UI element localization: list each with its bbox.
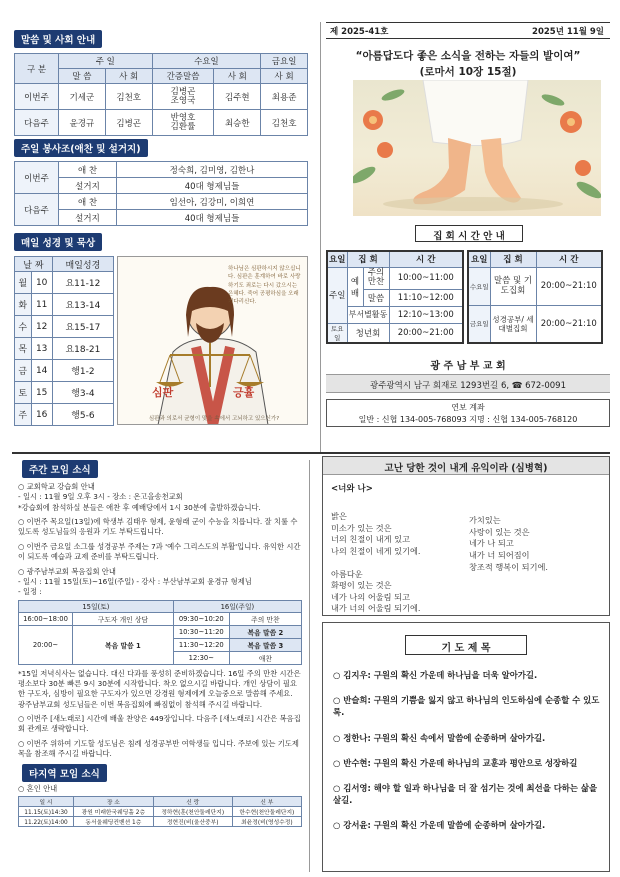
roles-h-wed: 수요일 xyxy=(152,54,261,69)
scale-left-label: 심판 xyxy=(152,386,174,399)
roles-cell: 기세군 xyxy=(59,84,106,110)
poem-line xyxy=(331,558,421,569)
weekly-item: *강습회에 참석하실 분들은 애찬 후 예배당에서 1시 30분에 출발하겠습니다. xyxy=(18,502,261,512)
bible-read: 요18-21 xyxy=(52,338,113,360)
bible-num: 14 xyxy=(31,360,52,382)
service-section xyxy=(14,139,308,226)
sched-cell: 복음 말씀 3 xyxy=(229,638,301,651)
poem-box xyxy=(322,456,610,616)
poem-line: 너의 친절이 내게 있고 xyxy=(331,534,410,545)
sched-cell: 복음 말씀 2 xyxy=(229,625,301,638)
roles-cell: 반영호 김환률 xyxy=(152,110,214,136)
meet-fri: 금요일 xyxy=(468,305,490,343)
roles-h-fri: 금요일 xyxy=(261,54,308,69)
roles-title: 말씀 및 사회 안내 xyxy=(14,30,102,48)
sched-cell: 10:30~11:20 xyxy=(173,625,229,638)
weekly-item: - 일시 : 11월 9일 오후 3시 - 장소 : 온고을송천교회 xyxy=(18,492,183,502)
account-title: 연보 계좌 xyxy=(451,403,485,412)
poem-line: 밝은 xyxy=(331,511,347,521)
roles-cell: 최승한 xyxy=(214,110,261,136)
service-key: 설거지 xyxy=(59,210,117,226)
verse-ref: (로마서 10장 15절) xyxy=(419,66,517,78)
illus-text: 하나님은 심판하시지 않으십니다. 심판은 훈계하여 바로 사랑하기도 죄로는 다시 갔으시는 은혜다. 죽어 공평하심을 오래 기다리신다. xyxy=(228,266,301,305)
bible-day: 목 xyxy=(15,338,32,360)
meet-table-right xyxy=(467,250,603,344)
other-sub: ○ 혼인 안내 xyxy=(18,784,58,794)
sched-h2: 16일(주일) xyxy=(173,600,301,612)
bible-read: 행1-2 xyxy=(52,360,113,382)
prayer-item: ○ 정한나: 구원의 확신 속에서 말씀에 순종하며 살아가길. xyxy=(333,732,546,743)
poem-line: 가치있는 xyxy=(469,515,501,525)
bible-day: 토 xyxy=(15,382,32,404)
poem-line: 네가 나의 어울림 되고 xyxy=(331,591,410,602)
sched-cell: 09:30~10:20 xyxy=(173,612,229,625)
bible-day: 화 xyxy=(15,294,32,316)
prayer-item: ○ 김서영: 해야 할 일과 하나님을 더 잘 섬기는 것에 최선을 다하는 삶을 살길. xyxy=(333,782,598,806)
sched-cell: 구도자 개인 상담 xyxy=(73,612,174,625)
weekly-item: ○ 교회학교 강습회 안내 xyxy=(18,482,95,491)
weekly-item: 광주남부교회 성도님들은 이번 복음집회에 빠짐없이 참석해 주시길 바랍니다. xyxy=(18,699,263,709)
meet-h-time: 시 간 xyxy=(536,251,602,267)
bible-num: 13 xyxy=(31,338,52,360)
bible-h-date: 날 짜 xyxy=(15,257,53,272)
poem-line: 내가 너의 어울림 되기에. xyxy=(331,603,421,614)
scale-right-label: 긍휼 xyxy=(233,386,255,399)
meet-worship: 예배 xyxy=(347,267,363,306)
bible-read: 요15-17 xyxy=(52,316,113,338)
roles-table xyxy=(14,53,308,136)
wedding-cell: 정현진(비(울산중부) xyxy=(153,817,232,827)
meet-sun: 주일 xyxy=(327,267,347,323)
prayer-item: ○ 강서윤: 구원의 확신 가운데 말씀에 순종하며 살아가길. xyxy=(333,820,546,831)
wedding-cell: 11.22(토)14:00 xyxy=(19,817,74,827)
bible-read: 행5-6 xyxy=(52,404,113,426)
illus-caption: 심판과 의로서 균형이 맞을 속에서 고뇌하고 있으신가? xyxy=(148,416,280,422)
prayer-item: ○ 김지우: 구원의 확신 가운데 하나님을 더욱 알아가길. xyxy=(333,670,538,680)
bible-day: 수 xyxy=(15,316,32,338)
bible-read: 요11-12 xyxy=(52,272,113,294)
meet-sat: 토요일 xyxy=(327,323,347,343)
service-table xyxy=(14,161,308,226)
meet-h-day: 요일 xyxy=(327,251,347,267)
sched-cell: 주의 만찬 xyxy=(229,612,301,625)
bible-read: 행3-4 xyxy=(52,382,113,404)
roles-section xyxy=(14,30,308,136)
bible-num: 11 xyxy=(31,294,52,316)
verse-illustration xyxy=(353,80,601,216)
wedding-cell: 11.15(토)14:30 xyxy=(19,807,74,817)
poem-title: 고난 당한 것이 내게 유익이라 (심병혁) xyxy=(323,457,609,475)
roles-sub: 간증말씀 xyxy=(152,69,214,84)
meet-sat-time: 20:00~21:00 xyxy=(389,323,463,343)
meet-wed-name: 말씀 및 기도집회 xyxy=(490,267,536,305)
bible-h-read: 매일성경 xyxy=(52,257,113,272)
roles-cell: 김천호 xyxy=(105,84,152,110)
wedding-h: 신 랑 xyxy=(153,797,232,807)
wedding-cell: 정하현(훈(천안둘레단지) xyxy=(153,807,232,817)
poem-line: 아름다운 xyxy=(331,568,363,579)
roles-sub: 사 회 xyxy=(105,69,152,84)
prayer-item: ○ 반슬희: 구원의 기쁨을 잃지 않고 하나님의 인도하심에 순종할 수 있도록. xyxy=(333,695,600,718)
prayer-item: ○ 반수현: 구원의 확신 가운데 하나님의 교훈과 평안으로 성장하길 xyxy=(333,757,578,768)
wedding-h: 일 시 xyxy=(19,797,74,807)
bible-illustration xyxy=(117,256,308,425)
poem-line: 미소가 있는 것은 xyxy=(331,522,392,533)
service-value: 정숙희, 김미영, 김한나 xyxy=(117,162,308,178)
service-title: 주일 봉사조(애찬 및 설거지) xyxy=(14,139,148,157)
sched-cell: 12:30~ xyxy=(173,651,229,664)
bible-num: 15 xyxy=(31,382,52,404)
roles-cell: 윤경규 xyxy=(59,110,106,136)
meet-name: 부서별활동 xyxy=(347,306,389,323)
meet-name: 말씀 xyxy=(363,289,389,306)
roles-h-div: 구 분 xyxy=(15,54,59,84)
meet-table-left xyxy=(326,250,464,344)
issue-date: 2025년 11월 9일 xyxy=(532,27,604,37)
weekly-item: - 일정 : xyxy=(18,587,42,597)
weekly-item: *15일 저녁식사는 없습니다. 대신 다과를 풍성히 준비하겠습니다. 16일 주의 만찬 시간은 평소보다 30분 빠른 9시 30분에 시작합니다. 착오 없으시길 바랍니다. 개인 상담이 필요한 구도자, 심방이 필요한 구도자가 있으면 강경원 형제에게 오늘중으로 말씀해 주세요. xyxy=(18,668,301,699)
wedding-cell: 광원 미래한국웨딩홀 2층 xyxy=(74,807,154,817)
feet-flowers-icon xyxy=(353,80,601,216)
meet-time: 11:10~12:00 xyxy=(389,289,463,306)
roles-cell: 김주현 xyxy=(214,84,261,110)
meet-name: 주의 만찬 xyxy=(363,267,389,289)
meet-h-meet: 집 회 xyxy=(490,251,536,267)
meet-h-time: 시 간 xyxy=(389,251,463,267)
bible-num: 16 xyxy=(31,404,52,426)
prayer-title: 기 도 제 목 xyxy=(405,635,527,655)
poem-left xyxy=(331,511,421,615)
account-box xyxy=(326,399,610,427)
church-addr: 광주광역시 남구 회재로 1293번길 6, ☎ 672-0091 xyxy=(370,381,566,391)
other-title: 타지역 모임 소식 xyxy=(22,764,107,782)
bible-day: 주 xyxy=(15,404,32,426)
issue-number: 제 2025-41호 xyxy=(330,27,389,37)
weekly-item: ○ 이번주 목요일(13일)에 학생부 김태우 형제, 윤형래 군이 수능을 치릅니다. 잘 치룰 수 있도록 성도님들의 응원과 기도 부탁드립니다. xyxy=(18,517,298,537)
column-divider xyxy=(320,22,321,452)
poem-line: 사랑이 있는 것은 xyxy=(469,526,530,537)
bible-table xyxy=(14,256,114,426)
roles-cell: 김병곤 조영국 xyxy=(152,84,214,110)
meet-fri-name: 성경공부/ 세대별집회 xyxy=(490,305,536,343)
service-value: 40대 형제님들 xyxy=(117,178,308,194)
service-key: 설거지 xyxy=(59,178,117,194)
meet-wed-time: 20:00~21:10 xyxy=(536,267,602,305)
service-key: 애 찬 xyxy=(59,194,117,210)
bible-day: 금 xyxy=(15,360,32,382)
sched-h1: 15일(토) xyxy=(19,600,174,612)
roles-sub: 사 회 xyxy=(261,69,308,84)
poem-line: 네가 나 되고 xyxy=(469,538,514,549)
roles-cell: 김병곤 xyxy=(105,110,152,136)
gospel-schedule-table xyxy=(18,600,302,665)
bible-section xyxy=(14,233,308,422)
meet-wed: 수요일 xyxy=(468,267,490,305)
meet-fri-time: 20:00~21:10 xyxy=(536,305,602,343)
sched-cell: 11:30~12:20 xyxy=(173,638,229,651)
wedding-cell: 한수현(천안둘레단지) xyxy=(232,807,301,817)
weekly-item: ○ 이번주 [새노래로] 시간에 배울 찬양은 449장입니다. 다음주 [새노래로] 시간은 복음집회 관계로 생략합니다. xyxy=(18,714,301,734)
weekly-item: ○ 이번주 금요일 소그룹 성경공부 주제는 7과 '예수 그리스도의 부활'입니다. 유익한 시간이 되도록 예습과 교제 준비를 부탁드립니다. xyxy=(18,541,301,562)
meet-h-day: 요일 xyxy=(468,251,490,267)
poem-line: 창조적 행복이 되기에. xyxy=(469,561,548,572)
weekly-item: - 일시 : 11월 15일(토)~16일(주일) - 강사 : 부산남부교회 윤경규 형제님 xyxy=(18,576,252,586)
sched-cell: 애찬 xyxy=(229,651,301,664)
roles-sub: 말 씀 xyxy=(59,69,106,84)
sched-cell: 20:00~ xyxy=(19,625,73,664)
service-key: 애 찬 xyxy=(59,162,117,178)
bible-title: 매일 성경 및 묵상 xyxy=(14,233,102,251)
account-numbers: 일반 : 신협 134-005-768093 지명 : 신협 134-005-768120 xyxy=(358,415,578,424)
roles-sub: 사 회 xyxy=(214,69,261,84)
weekly-title: 주간 모임 소식 xyxy=(22,460,98,478)
roles-cell: 최용준 xyxy=(261,84,308,110)
service-row-label: 다음주 xyxy=(15,194,59,226)
meet-h-meet: 집 회 xyxy=(347,251,389,267)
wedding-cell: 최윤정(비(영성수정) xyxy=(232,817,301,827)
meet-time: 12:10~13:00 xyxy=(389,306,463,323)
wedding-h: 신 부 xyxy=(232,797,301,807)
weekly-item: ○ 이번주 위하여 기도할 성도님은 침례 성경공부반 여학생들 입니다. 주보에 있는 기도제목을 참조해 주시길 바랍니다. xyxy=(18,738,299,759)
section-separator xyxy=(12,452,610,454)
meet-time: 10:00~11:00 xyxy=(389,267,463,289)
verse-text: “아름답도다 좋은 소식을 전하는 자들의 발이여” xyxy=(355,50,581,62)
meet-title: 집 회 시 간 안 내 xyxy=(415,225,523,242)
bible-read: 요13-14 xyxy=(52,294,113,316)
roles-row-label: 이번주 xyxy=(15,84,59,110)
church-addr-box xyxy=(326,374,610,393)
bible-num: 10 xyxy=(31,272,52,294)
header-bar xyxy=(326,22,610,39)
roles-row-label: 다음주 xyxy=(15,110,59,136)
church-name: 광 주 남 부 교 회 xyxy=(430,361,506,372)
poem-right xyxy=(469,515,548,573)
poem-line: 나의 친절이 네게 있기에. xyxy=(331,545,421,556)
roles-cell: 김천호 xyxy=(261,110,308,136)
weekly-item: ○ 광주남부교회 복음집회 안내 xyxy=(18,566,116,576)
sched-cell: 복음 말씀 1 xyxy=(73,625,174,664)
wedding-table xyxy=(18,796,302,827)
prayer-box xyxy=(322,622,610,872)
wedding-h: 장 소 xyxy=(74,797,154,807)
weekly-section xyxy=(14,460,310,872)
wedding-cell: 동서울웨딩컨벤션 1층 xyxy=(74,817,154,827)
roles-h-sun: 주 일 xyxy=(59,54,153,69)
bible-num: 12 xyxy=(31,316,52,338)
service-value: 40대 형제님들 xyxy=(117,210,308,226)
poem-subtitle: <너와 나> xyxy=(331,484,373,494)
bible-day: 월 xyxy=(15,272,32,294)
sched-cell: 16:00~18:00 xyxy=(19,612,73,625)
service-row-label: 이번주 xyxy=(15,162,59,194)
meet-sat-name: 청년회 xyxy=(347,323,389,343)
poem-line: 내가 너 되어짐이 xyxy=(469,549,530,560)
service-value: 임선아, 김강미, 이희연 xyxy=(117,194,308,210)
poem-line: 화평이 있는 것은 xyxy=(331,580,392,591)
